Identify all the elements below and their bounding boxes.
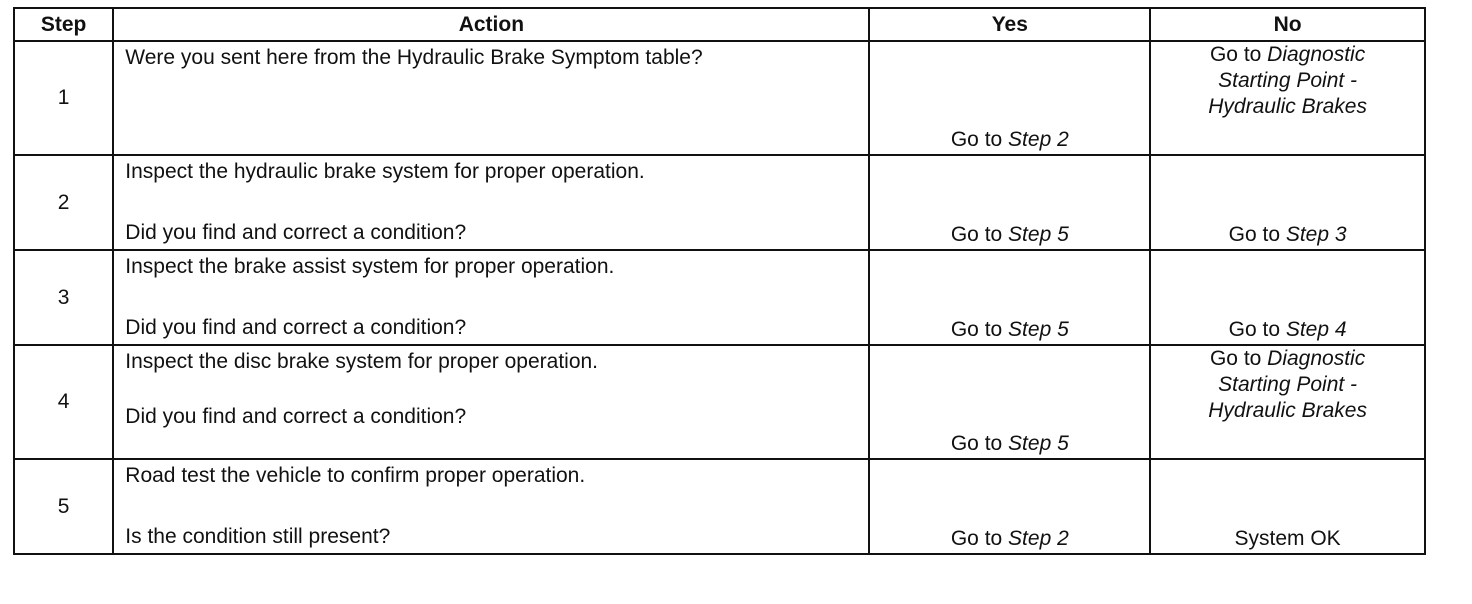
no-prefix: Go to: [1209, 43, 1268, 66]
no-ref-line3: Hydraulic Brakes: [1208, 95, 1367, 118]
no-link[interactable]: [1151, 42, 1424, 120]
yes-prefix: Go to: [950, 527, 1009, 550]
no-cell: [1150, 345, 1425, 459]
no-prefix: Go to: [1228, 318, 1286, 341]
no-ref-line2: Starting Point -: [1218, 69, 1358, 92]
yes-cell: [869, 41, 1150, 155]
no-link[interactable]: [1151, 346, 1424, 424]
step-number: 5: [14, 459, 113, 554]
no-step-ref: Step 4: [1285, 318, 1347, 341]
action-text: Road test the vehicle to confirm proper operation.: [125, 464, 586, 487]
header-action: Action: [113, 8, 869, 41]
yes-cell: [869, 155, 1150, 250]
yes-prefix: Go to: [950, 318, 1009, 341]
yes-cell: [869, 250, 1150, 345]
action-question: Is the condition still present?: [125, 525, 391, 548]
no-step-ref: Step 3: [1285, 223, 1347, 246]
yes-step-ref: Step 5: [1008, 223, 1069, 246]
yes-link[interactable]: [870, 431, 1149, 457]
action-text: Inspect the brake assist system for proper operation.: [125, 255, 615, 278]
action-cell: [113, 459, 869, 554]
action-text: Were you sent here from the Hydraulic Brake Symptom table?: [125, 46, 703, 69]
no-cell: [1150, 459, 1425, 554]
action-text: Inspect the hydraulic brake system for proper operation.: [125, 160, 645, 183]
yes-link[interactable]: [870, 526, 1149, 552]
no-ref-line1: Diagnostic: [1267, 43, 1366, 66]
header-yes: Yes: [869, 8, 1150, 41]
action-text: Inspect the disc brake system for proper operation.: [125, 350, 599, 373]
yes-step-ref: Step 2: [1008, 128, 1069, 151]
yes-prefix: Go to: [950, 128, 1009, 151]
no-prefix: Go to: [1228, 223, 1286, 246]
step-number: 2: [14, 155, 113, 250]
header-row: [14, 8, 1425, 41]
action-question: Did you find and correct a condition?: [125, 405, 467, 428]
yes-cell: [869, 459, 1150, 554]
table-row: [14, 155, 1425, 250]
step-number: 1: [14, 41, 113, 155]
action-question: Did you find and correct a condition?: [125, 316, 467, 339]
no-ref-line3: Hydraulic Brakes: [1208, 399, 1367, 422]
no-link[interactable]: [1151, 317, 1424, 343]
no-cell: [1150, 155, 1425, 250]
yes-step-ref: Step 5: [1008, 432, 1069, 455]
yes-link[interactable]: [870, 222, 1149, 248]
diagnostic-table: [13, 7, 1426, 555]
yes-link[interactable]: [870, 317, 1149, 343]
action-cell: [113, 41, 869, 155]
action-cell: [113, 250, 869, 345]
step-number: 3: [14, 250, 113, 345]
no-ref-line1: Diagnostic: [1267, 347, 1366, 370]
yes-step-ref: Step 2: [1008, 527, 1069, 550]
action-cell: [113, 345, 869, 459]
table-row: [14, 345, 1425, 459]
no-ref-line2: Starting Point -: [1218, 373, 1358, 396]
yes-cell: [869, 345, 1150, 459]
action-question: Did you find and correct a condition?: [125, 221, 467, 244]
no-cell: [1150, 250, 1425, 345]
step-number: 4: [14, 345, 113, 459]
no-cell: [1150, 41, 1425, 155]
yes-prefix: Go to: [950, 223, 1009, 246]
yes-prefix: Go to: [950, 432, 1009, 455]
table-row: [14, 250, 1425, 345]
header-no: No: [1150, 8, 1425, 41]
no-result-text: System OK: [1234, 527, 1341, 550]
yes-step-ref: Step 5: [1008, 318, 1069, 341]
table-row: [14, 459, 1425, 554]
table-row: [14, 41, 1425, 155]
header-step: Step: [14, 8, 113, 41]
no-link[interactable]: [1151, 222, 1424, 248]
yes-link[interactable]: [870, 127, 1149, 153]
no-prefix: Go to: [1209, 347, 1268, 370]
action-cell: [113, 155, 869, 250]
